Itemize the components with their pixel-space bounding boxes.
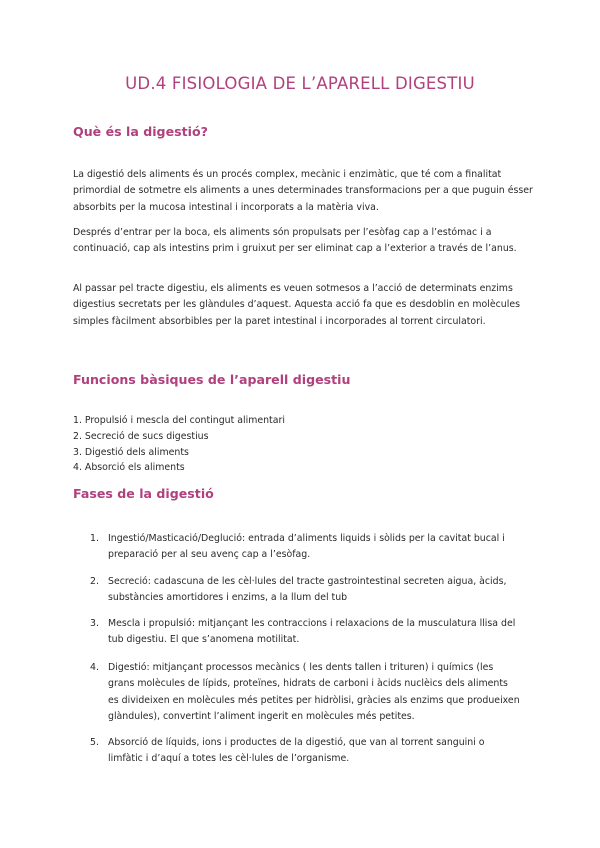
phase-item bbox=[90, 660, 520, 725]
phase-text: Secreció: cadascuna de les cèl·lules del tracte gastrointestinal secreten aigua, àcids, substàncies amortidores i enzims, a la llum del tub bbox=[108, 576, 507, 604]
phase-number: 1. bbox=[90, 533, 99, 544]
phase-text: Mescla i propulsió: mitjançant les contraccions i relaxacions de la musculatura llisa del tub digestiu. El que s’anomena motilitat. bbox=[108, 618, 516, 646]
phase-item bbox=[90, 735, 520, 768]
phase-number: 3. bbox=[90, 618, 99, 629]
phase-text: Digestió: mitjançant processos mecànics ( les dents tallen i trituren) i químics (les grans molècules de lípids, proteïnes, hidrats de carboni i àcids nuclèics dels aliments es divideixen en molècules més petites per hidròlisi, gràcies als enzims que produeixen glàndules), convertint l’aliment ingerit en molècules més petites. bbox=[108, 662, 520, 722]
phase-text: Ingestió/Masticació/Deglució: entrada d’aliments liquids i sòlids per la cavitat bucal i preparació per al seu avenç cap a l’esòfag. bbox=[108, 533, 505, 561]
heading-funcions: Funcions bàsiques de l’aparell digestiu bbox=[73, 372, 351, 387]
phase-number: 5. bbox=[90, 737, 99, 748]
list-item: 3. Digestió dels aliments bbox=[73, 446, 189, 458]
phase-item bbox=[90, 531, 520, 564]
page-title: UD.4 FISIOLOGIA DE L’APARELL DIGESTIU bbox=[125, 74, 475, 93]
phase-number: 2. bbox=[90, 576, 99, 587]
list-item: 2. Secreció de sucs digestius bbox=[73, 430, 209, 442]
phase-text: Absorció de líquids, ions i productes de la digestió, que van al torrent sanguini o limfàtic i d’aquí a totes les cèl·lules de l’organisme. bbox=[108, 737, 485, 765]
list-item: 4. Absorció els aliments bbox=[73, 462, 185, 474]
phase-item bbox=[90, 616, 520, 649]
heading-que-es-digestio: Què és la digestió? bbox=[73, 124, 208, 139]
paragraph-enzymes: Al passar pel tracte digestiu, els aliments es veuen sotmesos a l’acció de determinats enzims digestius secretats per les glàndules d’aquest. Aquesta acció fa que es desdoblin en molècules simples fàcilment absorbibles per la paret intestinal i incorporades al torrent circulatori. bbox=[73, 283, 520, 327]
paragraph-definition: La digestió dels aliments és un procés complex, mecànic i enzimàtic, que té com a finalitat primordial de sotmetre els aliments a unes determinades transformacions per a que puguin ésser absorbits per la mucosa intestinal i incorporats a la matèria viva. bbox=[73, 169, 533, 213]
phase-item bbox=[90, 574, 520, 607]
phase-number: 4. bbox=[90, 662, 99, 673]
heading-fases: Fases de la digestió bbox=[73, 486, 214, 501]
paragraph-path: Després d’entrar per la boca, els aliments són propulsats per l’esòfag cap a l’estómac i a continuació, cap als intestins prim i gruixut per ser eliminat cap a l’exterior a través de l’anus. bbox=[73, 227, 517, 255]
list-item: 1. Propulsió i mescla del contingut alimentari bbox=[73, 415, 285, 426]
functions-list bbox=[73, 413, 285, 476]
